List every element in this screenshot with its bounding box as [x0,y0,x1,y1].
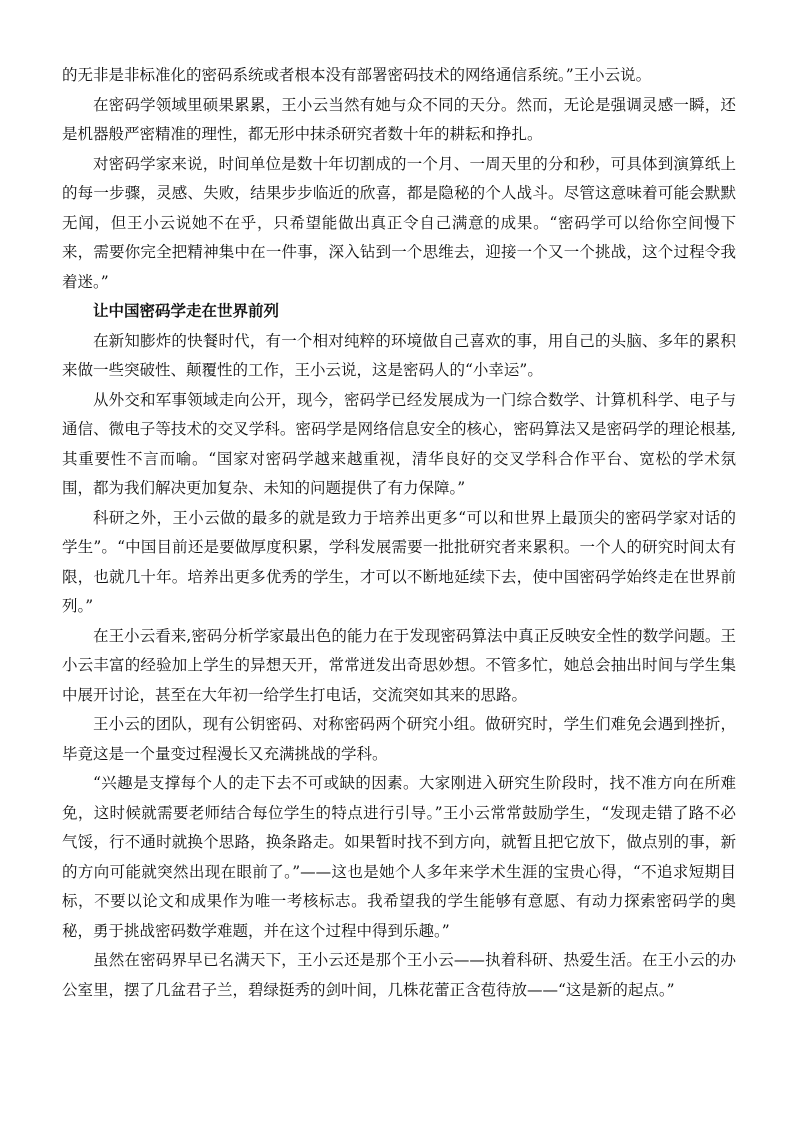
paragraph-cryptanalyst-ability: 在王小云看来,密码分析学家最出色的能力在于发现密码算法中真正反映安全性的数学问题。王小云丰富的经验加上学生的异想天开，常常迸发出奇思妙想。不管多忙，她总会抽出时间与学生集中展开讨论，甚至在大年初一给学生打电话，交流突如其来的思路。 [62,626,736,704]
paragraph-talent: 在密码学领域里硕果累累，王小云当然有她与众不同的天分。然而，无论是强调灵感一瞬，还是机器般严密精准的理性，都无形中抹杀研究者数十年的耕耘和挣扎。 [62,95,736,143]
paragraph-interdisciplinary: 从外交和军事领域走向公开，现今，密码学已经发展成为一门综合数学、计算机科学、电子与通信、微电子等技术的交叉学科。密码学是网络信息安全的核心，密码算法又是密码学的理论根基,其重要性不言而喻。“国家对密码学越来越重视，清华良好的交叉学科合作平台、宽松的学术氛围，都为我们解决更加复杂、未知的问题提供了有力保障。” [62,390,736,497]
paragraph-interest-quote: “兴趣是支撑每个人的走下去不可或缺的因素。大家刚进入研究生阶段时，找不准方向在所难免，这时候就需要老师结合每位学生的特点进行引导。”王小云常常鼓励学生，“发现走错了路不必气馁，行不通时就换个思路，换条路走。如果暂时找不到方向，就暂且把它放下，做点别的事，新的方向可能就突然出现在眼前了。”——这也是她个人多年来学术生涯的宝贵心得，“不追求短期目标，不要以论文和成果作为唯一考核标志。我希望我的学生能够有意愿、有动力探索密码学的奥秘，勇于挑战密码数学难题，并在这个过程中得到乐趣。” [62,774,736,940]
paragraph-little-luck: 在新知膨炸的快餐时代，有一个相对纯粹的环境做自己喜欢的事，用自己的头脑、多年的累积来做一些突破性、颠覆性的工作，王小云说，这是密码人的“小幸运”。 [62,331,736,379]
paragraph-time-units: 对密码学家来说，时间单位是数十年切割成的一个月、一周天里的分和秒，可具体到演算纸上的每一步骤，灵感、失败，结果步步临近的欣喜，都是隐秘的个人战斗。尽管这意味着可能会默默无闻，但王小云说她不在乎，只希望能做出真正令自己满意的成果。“密码学可以给你空间慢下来，需要你完全把精神集中在一件事，深入钻到一个思维去，迎接一个又一个挑战，这个过程令我着迷。” [62,154,736,291]
section-heading: 让中国密码学走在世界前列 [93,302,280,320]
paragraph-training-students: 科研之外，王小云做的最多的就是致力于培养出更多“可以和世界上最顶尖的密码学家对话的学生”。“中国目前还是要做厚度积累，学科发展需要一批批研究者来累积。一个人的研究时间太有限，也就几十年。培养出更多优秀的学生，才可以不断地延续下去，使中国密码学始终走在世界前列。” [62,508,736,615]
document-page [62,61,736,1005]
paragraph-continuation: 的无非是非标准化的密码系统或者根本没有部署密码技术的网络通信系统。”王小云说。 [62,66,652,84]
paragraph-research-groups: 王小云的团队，现有公钥密码、对称密码两个研究小组。做研究时，学生们难免会遇到挫折，毕竟这是一个量变过程漫长又充满挑战的学科。 [62,715,736,763]
paragraph-new-starting-point: 虽然在密码界早已名满天下，王小云还是那个王小云——执着科研、热爱生活。在王小云的办公室里，摆了几盆君子兰，碧绿挺秀的剑叶间，几株花蕾正含苞待放——“这是新的起点。” [62,951,736,999]
